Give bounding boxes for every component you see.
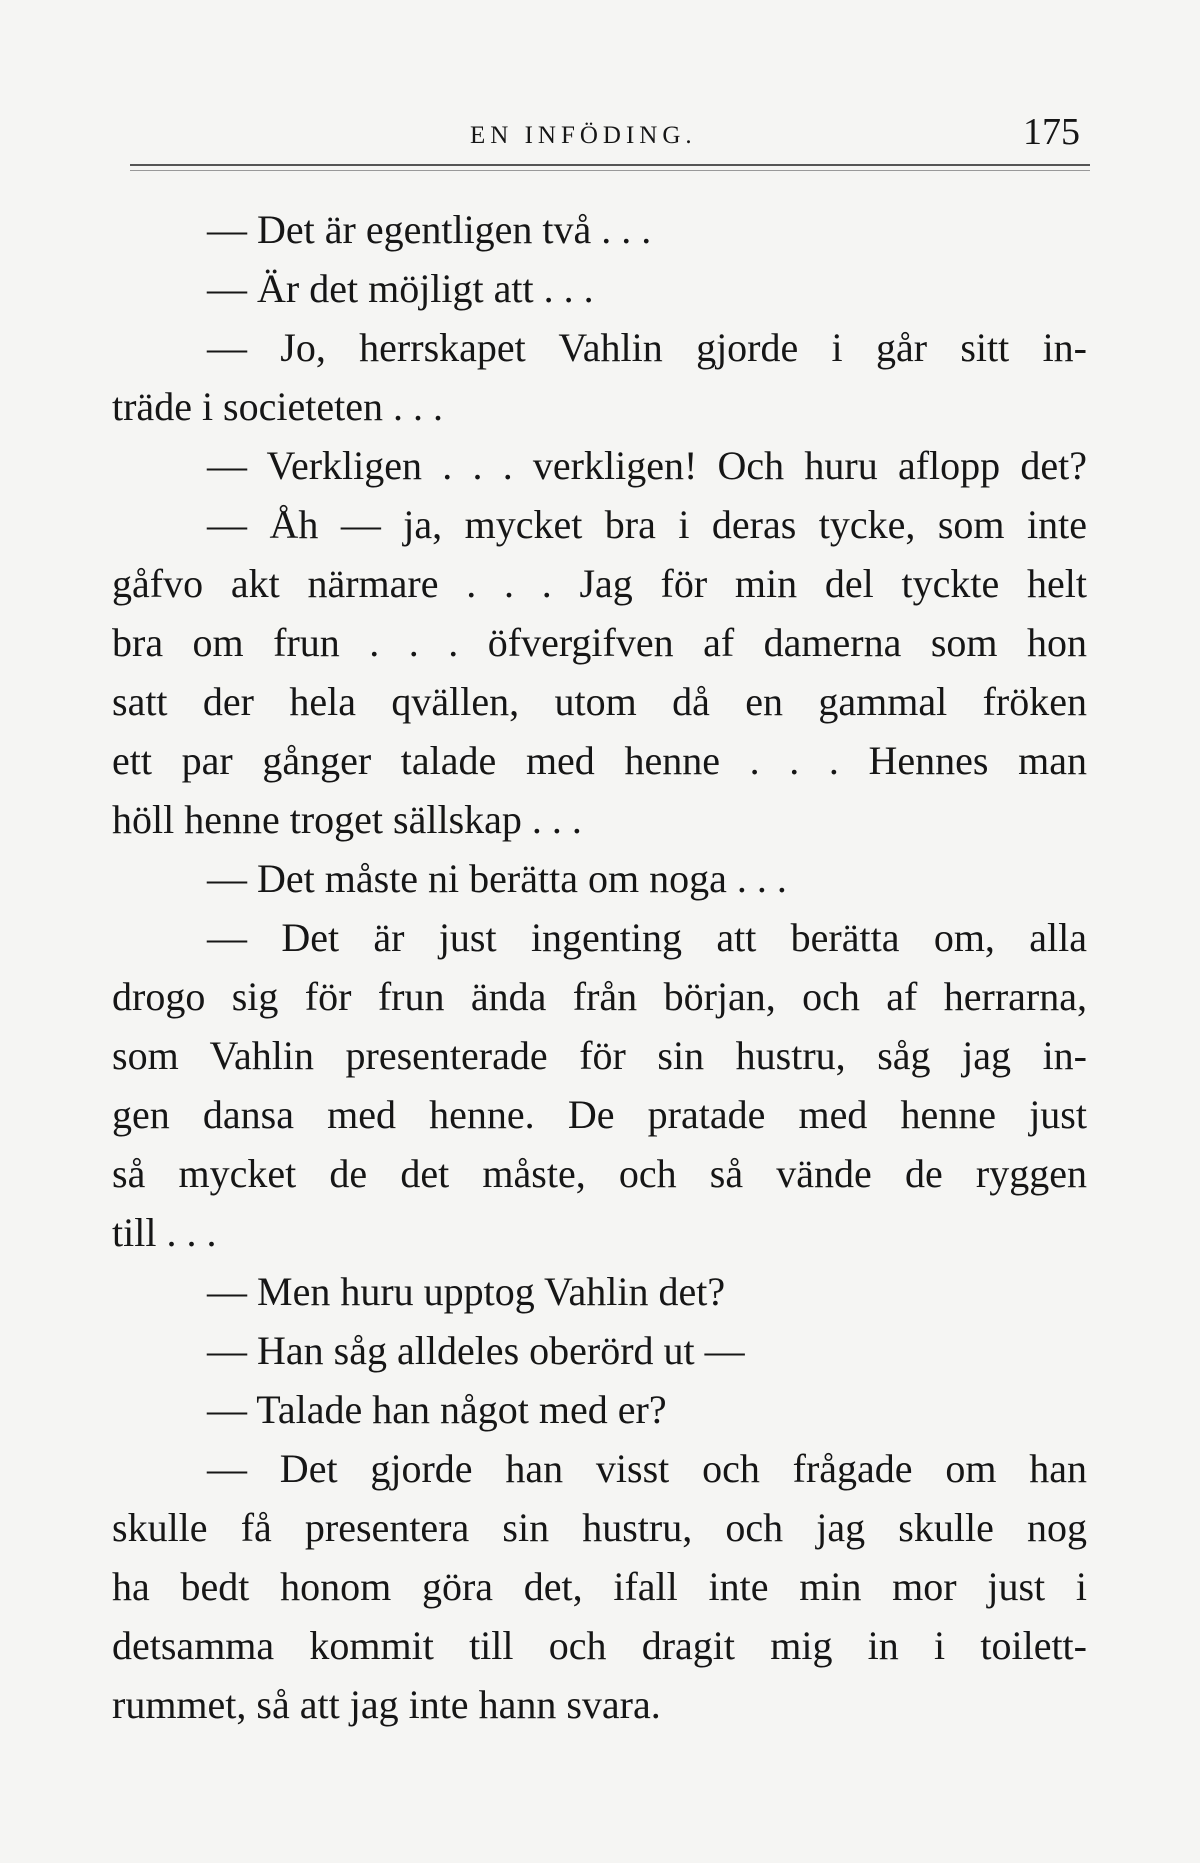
header-rule (130, 164, 1090, 171)
text-line: — Är det möjligt att . . . (207, 266, 594, 311)
running-head (130, 108, 1090, 154)
text-line: — Talade han något med er? (207, 1387, 667, 1432)
text-line: som Vahlin presenterade för sin hustru, såg jag in- (112, 1033, 1087, 1078)
text-line: — Det gjorde han visst och frågade om han (207, 1446, 1087, 1491)
body-text (112, 200, 1087, 1734)
text-line: — Åh — ja, mycket bra i deras tycke, som inte (207, 502, 1087, 547)
running-title: EN INFÖDING. (470, 122, 697, 149)
text-line: rummet, så att jag inte hann svara. (112, 1682, 661, 1727)
text-line: gåfvo akt närmare . . . Jag för min del tyckte helt (112, 561, 1087, 606)
page-number: 175 (1023, 111, 1080, 153)
text-line: — Men huru upptog Vahlin det? (207, 1269, 726, 1314)
text-line: träde i societeten . . . (112, 384, 443, 429)
text-line: — Verkligen . . . verkligen! Och huru aflopp det? (207, 443, 1087, 488)
text-line: — Han såg alldeles oberörd ut — (207, 1328, 745, 1373)
text-line: — Det måste ni berätta om noga . . . (207, 856, 787, 901)
text-line: skulle få presentera sin hustru, och jag skulle nog (112, 1505, 1087, 1550)
text-line: drogo sig för frun ända från början, och af herrarna, (112, 974, 1087, 1019)
text-line: satt der hela qvällen, utom då en gammal fröken (112, 679, 1087, 724)
text-line: ett par gånger talade med henne . . . Hennes man (112, 738, 1087, 783)
text-line: till . . . (112, 1210, 217, 1255)
text-line: ha bedt honom göra det, ifall inte min mor just i (112, 1564, 1087, 1609)
text-line: så mycket de det måste, och så vände de ryggen (112, 1151, 1087, 1196)
text-line: — Det är just ingenting att berätta om, alla (207, 915, 1087, 960)
text-line: gen dansa med henne. De pratade med henne just (112, 1092, 1087, 1137)
text-line: bra om frun . . . öfvergifven af damerna som hon (112, 620, 1087, 665)
text-line: höll henne troget sällskap . . . (112, 797, 582, 842)
text-line: detsamma kommit till och dragit mig in i toilett- (112, 1623, 1087, 1668)
text-line: — Jo, herrskapet Vahlin gjorde i går sitt in- (207, 325, 1087, 370)
text-line: — Det är egentligen två . . . (207, 207, 652, 252)
